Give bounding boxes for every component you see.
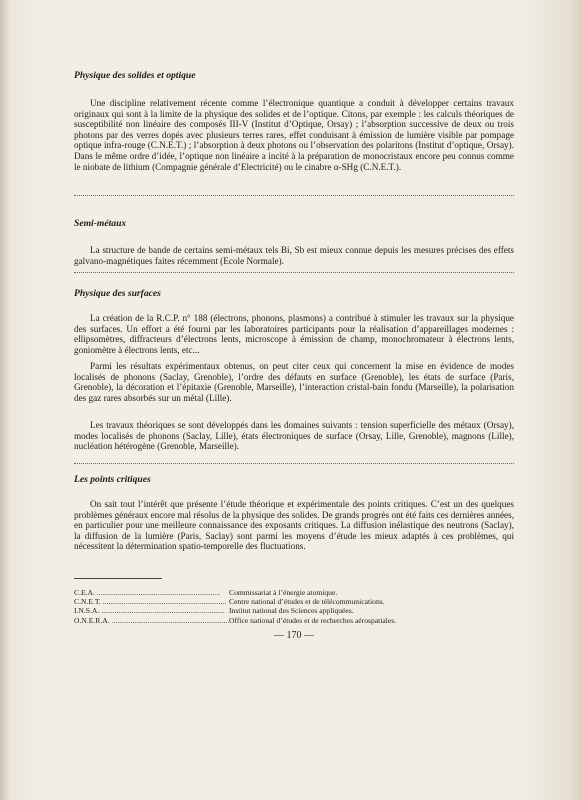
abbreviation-row: [74, 616, 514, 625]
section-heading-solides-optique: Physique des solides et optique: [74, 70, 196, 81]
section-heading-points-critiques: Les points critiques: [74, 474, 151, 485]
paragraph-points-critiques: On sait tout l’intérêt que présente l’étude théorique et expérimentale des points critiques. C’est un des quelques problèmes généraux encore mal résolus de la physique des solides. De grands progrès ont été faits ces dernières années, en particulier pour une meilleure connaissance des exposants critiques. La diffusion inélastique des neutrons (Saclay), la diffusion de la lumière (Paris, Saclay) sont parmi les moyens d’étude les mieux adaptés à ces problèmes, qui nécessitent la détermination spatio-temporelle des fluctuations.: [74, 499, 514, 552]
section-divider: [74, 195, 514, 196]
section-heading-semi-metaux: Semi-métaux: [74, 218, 127, 229]
paragraph-surfaces-1: La création de la R.C.P. n° 188 (électrons, phonons, plasmons) a contribué à stimuler les travaux sur la physique des surfaces. Un effort a été fourni par les laboratoires participants pour la réalisation d’appareillages modernes : ellipsomètres, diffracteurs d’électrons lents, microscope à émission de champ, monochromateur à électrons lents, goniomètre à électrons lents, etc...: [74, 313, 514, 355]
abbreviation-key: I.N.S.A. .....: [74, 606, 229, 615]
section-divider: [74, 272, 514, 273]
page-number: — 170 —: [274, 630, 314, 641]
abbreviation-key: O.N.E.R.A. .....: [74, 616, 229, 625]
abbreviation-meaning: Office national d’études et de recherches aérospatiales.: [229, 615, 397, 625]
abbreviation-meaning: Centre national d’études et de télécommunications.: [229, 597, 385, 607]
abbreviation-row: [74, 588, 514, 597]
abbreviation-row: [74, 597, 514, 606]
abbreviation-meaning: Commissariat à l’énergie atomique.: [229, 588, 338, 597]
paragraph-surfaces-3: Les travaux théoriques se sont développés dans les domaines suivants : tension superficielle des métaux (Orsay), modes localisés de phonons (Saclay, Lille), états électroniques de surface (Orsay, Lille, Grenoble), magnons (Lille), nucléation hétérogène (Grenoble, Marseille).: [74, 420, 514, 452]
footnote-rule: [74, 578, 162, 579]
paragraph-surfaces-2: Parmi les résultats expérimentaux obtenus, on peut citer ceux qui concernent la mise en évidence de modes localisés de phonons (Saclay, Grenoble), l’ordre des défauts en surface (Grenoble), les états de surface (Paris, Grenoble), la décoration et l’épitaxie (Grenoble, Marseille), l’interaction cristal-bain fondu (Marseille), la polarisation des gaz rares absorbés sur un métal (Lille).: [74, 361, 514, 403]
section-divider: [74, 463, 514, 464]
abbreviation-key: C.N.E.T. .....: [74, 597, 229, 606]
abbreviation-list: [74, 588, 514, 625]
abbreviation-meaning: Institut national des Sciences appliquées.: [229, 606, 354, 616]
section-heading-surfaces: Physique des surfaces: [74, 288, 161, 299]
abbreviation-row: [74, 606, 514, 615]
paragraph-solides-optique: Une discipline relativement récente comme l’électronique quantique a conduit à développer certains travaux originaux qui sont à la limite de la physique des solides et de l’optique. Citons, par exemple : les calculs théoriques de susceptibilité non linéaire des composés III-V (Institut d’Optique, Orsay) ; l’absorption successive de deux ou trois photons par des verres dopés avec plusieurs terres rares, effet conduisant à émission de lumière visible par pompage optique infra-rouge (C.N.E.T.) ; l’absorption à deux photons ou l’observation des polaritons (Institut d’optique, Orsay). Dans le même ordre d’idée, l’optique non linéaire a incité à la préparation de monocristaux encore peu connus comme le niobate de lithium (Compagnie générale d’Electricité) ou le cinabre α-SHg (C.N.E.T.).: [74, 98, 514, 172]
paragraph-semi-metaux: La structure de bande de certains semi-métaux tels Bi, Sb est mieux connue depuis les mesures précises des effets galvano-magnétiques faites récemment (Ecole Normale).: [74, 245, 514, 266]
abbreviation-key: C.E.A. .....: [74, 588, 229, 597]
